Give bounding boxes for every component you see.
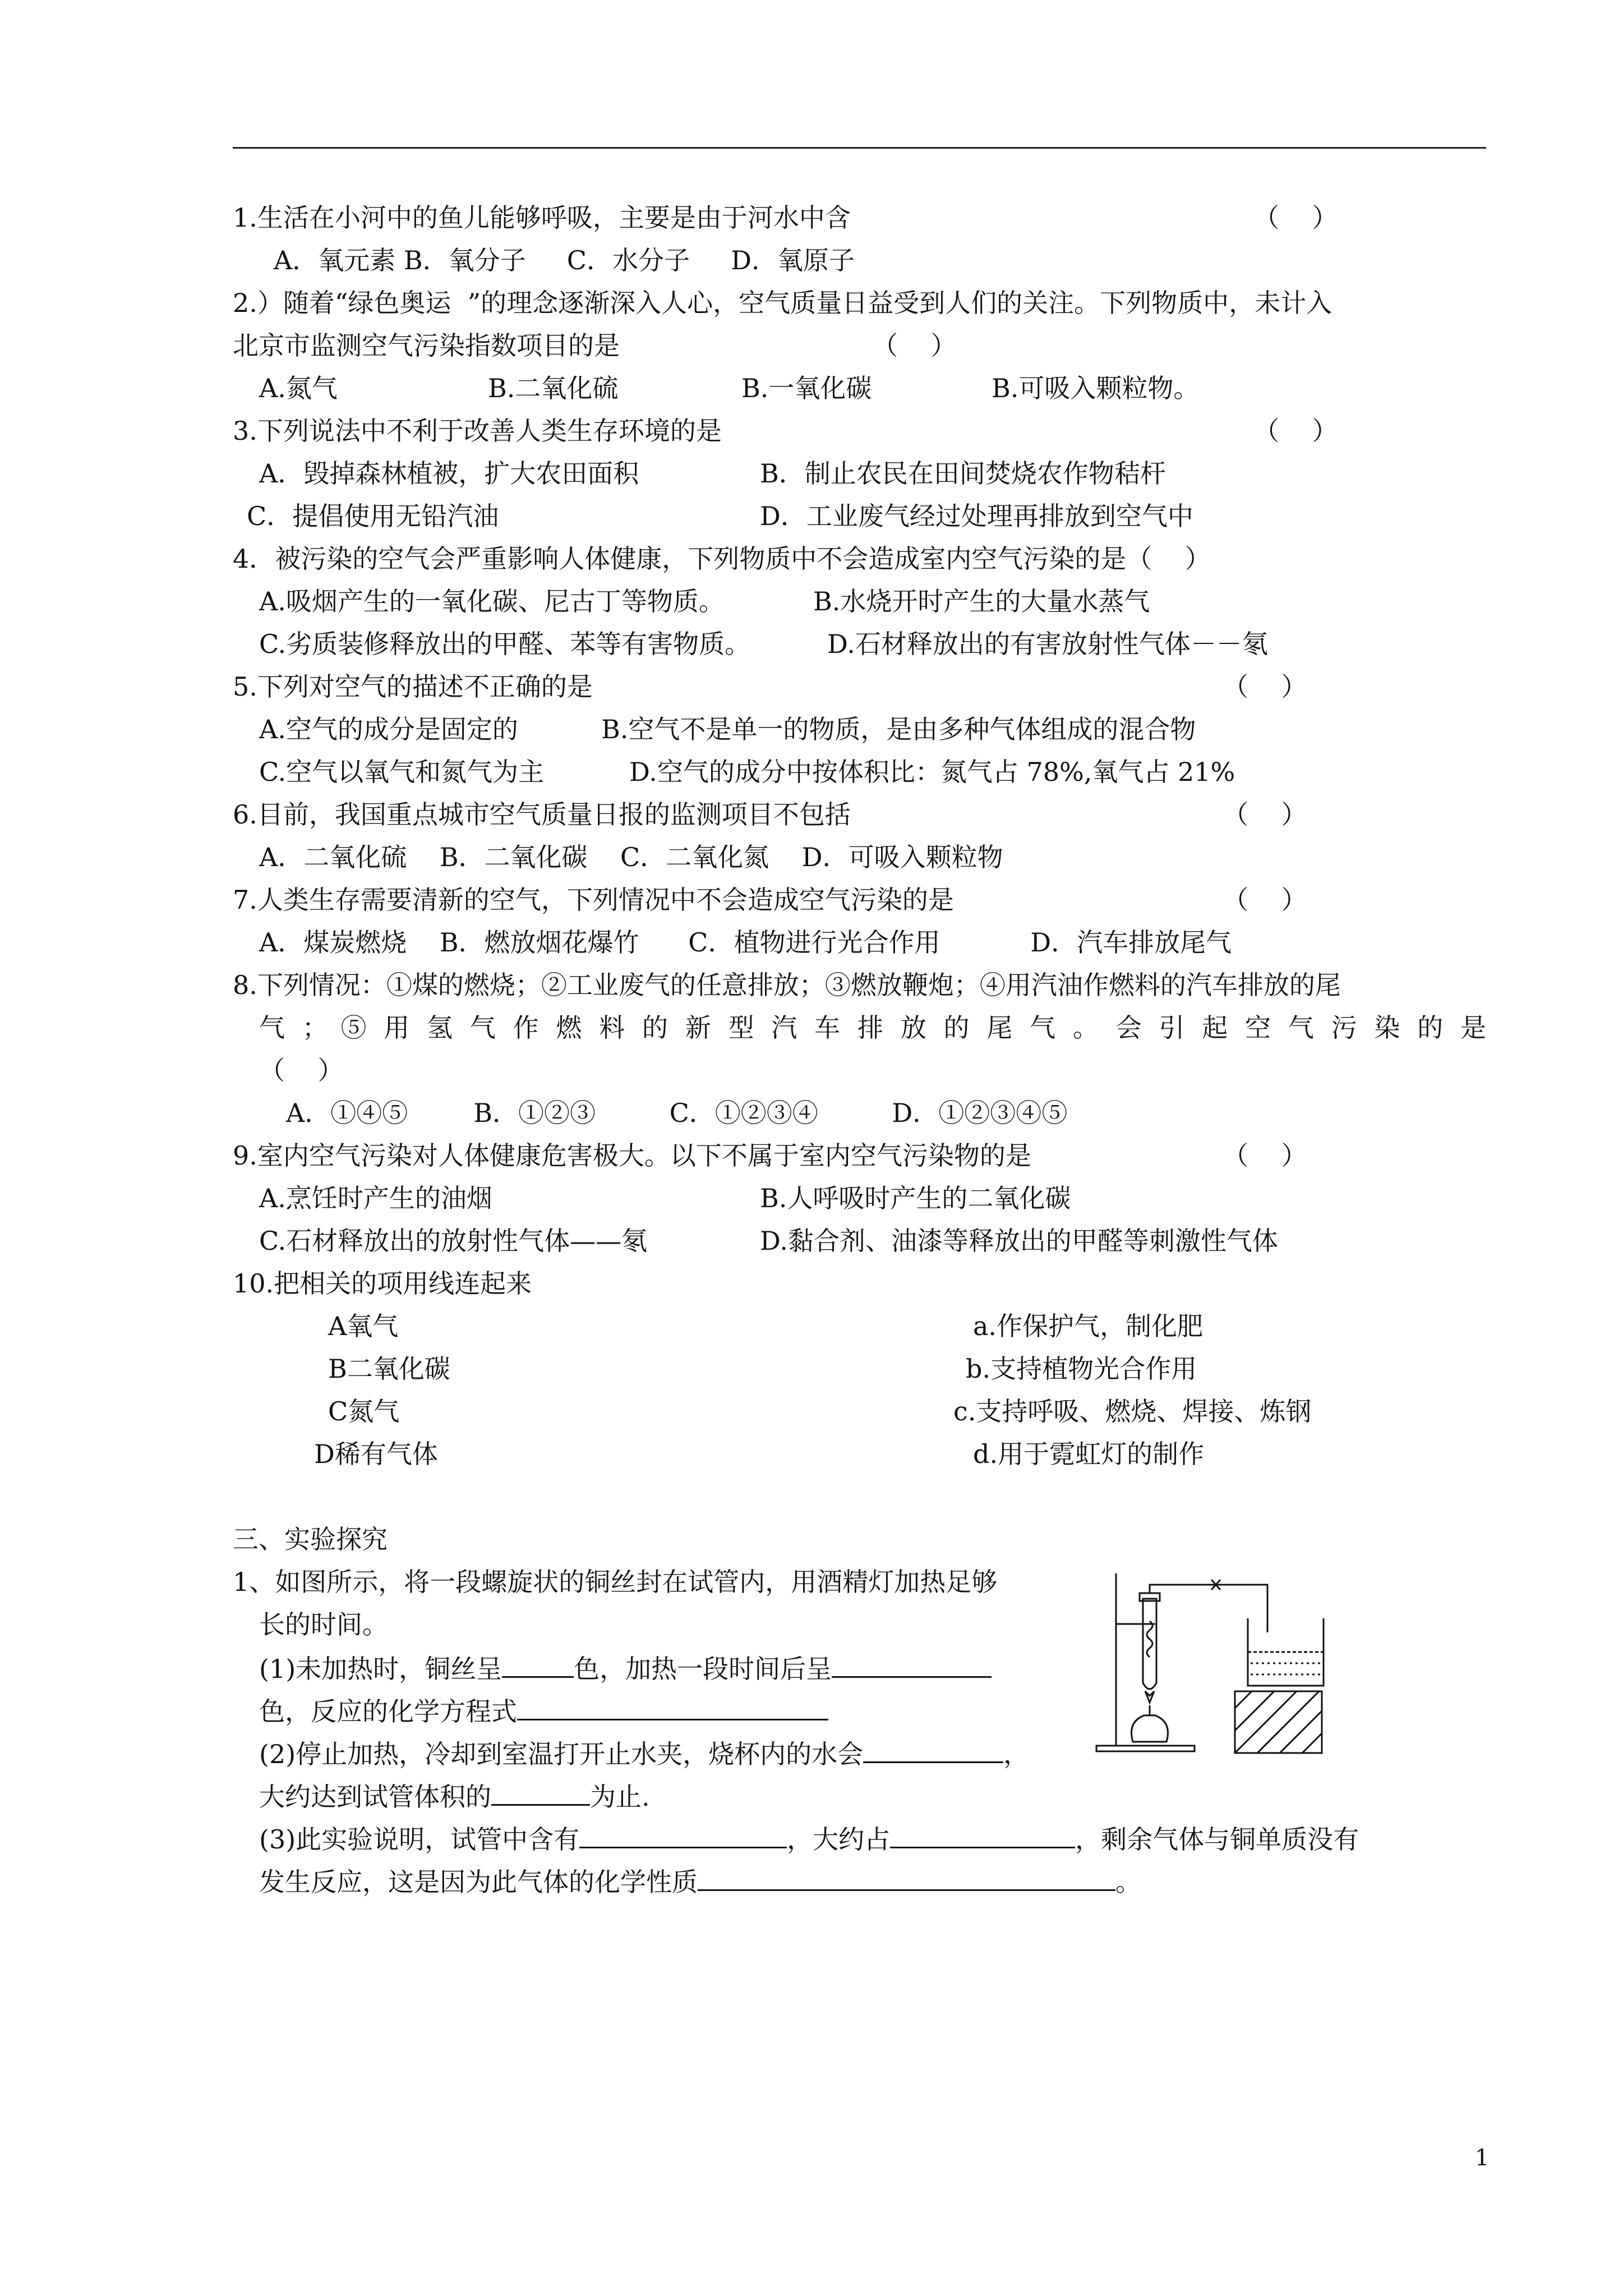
q10-left-item: B二氧化碳 — [328, 1354, 450, 1384]
q5-option-d: D.空气的成分中按体积比：氮气占 78%,氧气占 21% — [629, 757, 1235, 787]
q2-stem-line2: 北京市监测空气污染指数项目的是 — [233, 330, 620, 361]
subq3-text-e: 。 — [1115, 1867, 1141, 1897]
q2-option-d: B.可吸入颗粒物。 — [992, 373, 1200, 403]
test-tube — [1143, 1599, 1156, 1689]
q6-stem: 6.目前，我国重点城市空气质量日报的监测项目不包括 — [233, 799, 851, 830]
subq2-line2 — [259, 1778, 650, 1814]
q6-options: A．二氧化硫 B．二氧化碳 C．二氧化氮 D．可吸入颗粒物 — [259, 842, 1003, 872]
q9-answer-paren: （ ） — [1223, 1140, 1307, 1171]
q9-stem: 9.室内空气污染对人体健康危害极大。以下不属于室内空气污染物的是 — [233, 1140, 1031, 1171]
gas-contained-blank[interactable] — [579, 1821, 787, 1848]
q7-answer-paren: （ ） — [1223, 885, 1307, 915]
subq1-line2 — [259, 1693, 828, 1728]
q2-option-a: A.氮气 — [259, 373, 338, 403]
q8-stem-line2: 气 ； ⑤ 用 氢 气 作 燃 料 的 新 型 汽 车 排 放 的 尾 气 。 会 引 起 空 气 污 染 的 是 — [259, 1013, 1486, 1043]
q10-right-item: b.支持植物光合作用 — [966, 1354, 1197, 1384]
page-number: 1 — [1475, 2145, 1490, 2171]
q3-option-c: C．提倡使用无铅汽油 — [247, 501, 499, 531]
q7-stem: 7.人类生存需要清新的空气，下列情况中不会造成空气污染的是 — [233, 885, 954, 915]
q2-option-b: B.二氧化硫 — [488, 373, 619, 403]
q4-option-c: C.劣质装修释放出的甲醛、苯等有害物质。 — [259, 629, 751, 659]
q4-option-b: B.水烧开时产生的大量水蒸气 — [813, 586, 1150, 616]
experiment-intro-line2: 长的时间。 — [259, 1609, 388, 1640]
q1-answer-paren: （ ） — [1253, 203, 1338, 233]
chemical-property-blank[interactable] — [698, 1864, 1115, 1891]
water-behavior-blank[interactable] — [863, 1736, 1003, 1763]
subq3-text-b: ，大约占 — [787, 1824, 891, 1855]
q2-answer-paren: （ ） — [872, 330, 957, 361]
copper-color-after-blank[interactable] — [832, 1650, 992, 1678]
experiment-intro-line1: 1、如图所示，将一段螺旋状的铜丝封在试管内，用酒精灯加热足够 — [233, 1567, 998, 1597]
subq2-text-c: 大约达到试管体积的 — [259, 1782, 491, 1812]
subq2-text-b: ， — [1003, 1739, 1030, 1769]
q5-option-b: B.空气不是单一的物质，是由多种气体组成的混合物 — [601, 714, 1196, 744]
q10-right-item: a.作保护气，制化肥 — [973, 1311, 1204, 1341]
copper-coil — [1147, 1621, 1152, 1657]
section3-title: 三、实验探究 — [233, 1524, 388, 1554]
subq1-text-b: 色，加热一段时间后呈 — [574, 1654, 832, 1684]
q9-option-a: A.烹饪时产生的油烟 — [259, 1183, 492, 1213]
q10-right-item: c.支持呼吸、燃烧、焊接、炼钢 — [953, 1396, 1312, 1427]
q1-options: A．氧元素 B．氧分子 C．水分子 D．氧原子 — [274, 245, 855, 275]
volume-fraction-blank[interactable] — [491, 1778, 590, 1806]
q10-left-item: A氧气 — [328, 1311, 399, 1341]
alcohol-lamp — [1132, 1715, 1168, 1742]
q4-stem: 4．被污染的空气会严重影响人体健康，下列物质中不会造成室内空气污染的是（ ） — [233, 544, 1211, 574]
subq2-text-d: 为止. — [590, 1782, 650, 1812]
subq3-text-a: (3)此实验说明，试管中含有 — [259, 1824, 580, 1855]
q1-stem: 1.生活在小河中的鱼儿能够呼吸，主要是由于河水中含 — [233, 203, 851, 233]
subq2-text-a: (2)停止加热，冷却到室温打开止水夹，烧杯内的水会 — [259, 1739, 864, 1769]
support-hatching — [1235, 1691, 1322, 1753]
subq2-line1 — [259, 1736, 1029, 1771]
q3-stem: 3.下列说法中不利于改善人类生存环境的是 — [233, 416, 722, 446]
subq1-line1 — [259, 1650, 992, 1686]
q5-answer-paren: （ ） — [1223, 671, 1307, 702]
subq3-text-d: 发生反应，这是因为此气体的化学性质 — [259, 1867, 698, 1897]
q3-option-d: D．工业废气经过处理再排放到空气中 — [760, 501, 1193, 531]
q7-options: A．煤炭燃烧 B．燃放烟花爆竹 C．植物进行光合作用 D．汽车排放尾气 — [259, 927, 1232, 958]
q2-option-c: B.一氧化碳 — [741, 373, 872, 403]
q10-left-item: D稀有气体 — [314, 1439, 438, 1469]
q10-right-item: d.用于霓虹灯的制作 — [973, 1439, 1205, 1469]
q3-option-a: A．毁掉森林植被，扩大农田面积 — [259, 458, 639, 489]
header-rule — [233, 147, 1486, 149]
subq1-text-c: 色，反应的化学方程式 — [259, 1696, 517, 1727]
chemical-equation-blank[interactable] — [517, 1693, 828, 1720]
q9-option-d: D.黏合剂、油漆等释放出的甲醛等刺激性气体 — [760, 1226, 1278, 1256]
q4-option-a: A.吸烟产生的一氧化碳、尼古丁等物质。 — [259, 586, 725, 616]
gas-proportion-blank[interactable] — [890, 1821, 1075, 1848]
q9-option-b: B.人呼吸时产生的二氧化碳 — [760, 1183, 1071, 1213]
q3-answer-paren: （ ） — [1253, 416, 1338, 446]
q5-option-a: A.空气的成分是固定的 — [259, 714, 518, 744]
q5-option-c: C.空气以氧气和氮气为主 — [259, 757, 545, 787]
q8-stem-line1: 8.下列情况：①煤的燃烧；②工业废气的任意排放；③燃放鞭炮；④用汽油作燃料的汽车排放的尾 — [233, 970, 1341, 1000]
q2-stem-line1: 2.）随着“绿色奥运 ”的理念逐渐深入人心，空气质量日益受到人们的关注。下列物质中，未计入 — [233, 288, 1332, 318]
stand-base — [1096, 1746, 1195, 1751]
q8-answer-paren: （ ） — [259, 1055, 344, 1085]
q10-stem: 10.把相关的项用线连起来 — [233, 1268, 532, 1299]
apparatus-illustration — [1094, 1571, 1408, 1756]
flame — [1145, 1691, 1154, 1703]
subq3-line1 — [259, 1821, 1359, 1856]
q6-answer-paren: （ ） — [1223, 799, 1307, 830]
q5-stem: 5.下列对空气的描述不正确的是 — [233, 671, 593, 702]
subq3-text-c: ，剩余气体与铜单质没有 — [1075, 1824, 1359, 1855]
subq1-text-a: (1)未加热时，铜丝呈 — [259, 1654, 502, 1684]
q4-option-d: D.石材释放出的有害放射性气体－－氡 — [827, 629, 1268, 659]
q3-option-b: B．制止农民在田间焚烧农作物秸杆 — [760, 458, 1166, 489]
q8-options: A．①④⑤ B．①②③ C．①②③④ D．①②③④⑤ — [286, 1098, 1068, 1128]
q9-option-c: C.石材释放出的放射性气体——氡 — [259, 1226, 648, 1256]
delivery-tube — [1150, 1585, 1267, 1632]
subq3-line2 — [259, 1864, 1141, 1899]
q10-left-item: C氮气 — [328, 1396, 400, 1427]
copper-color-before-blank[interactable] — [502, 1650, 574, 1678]
